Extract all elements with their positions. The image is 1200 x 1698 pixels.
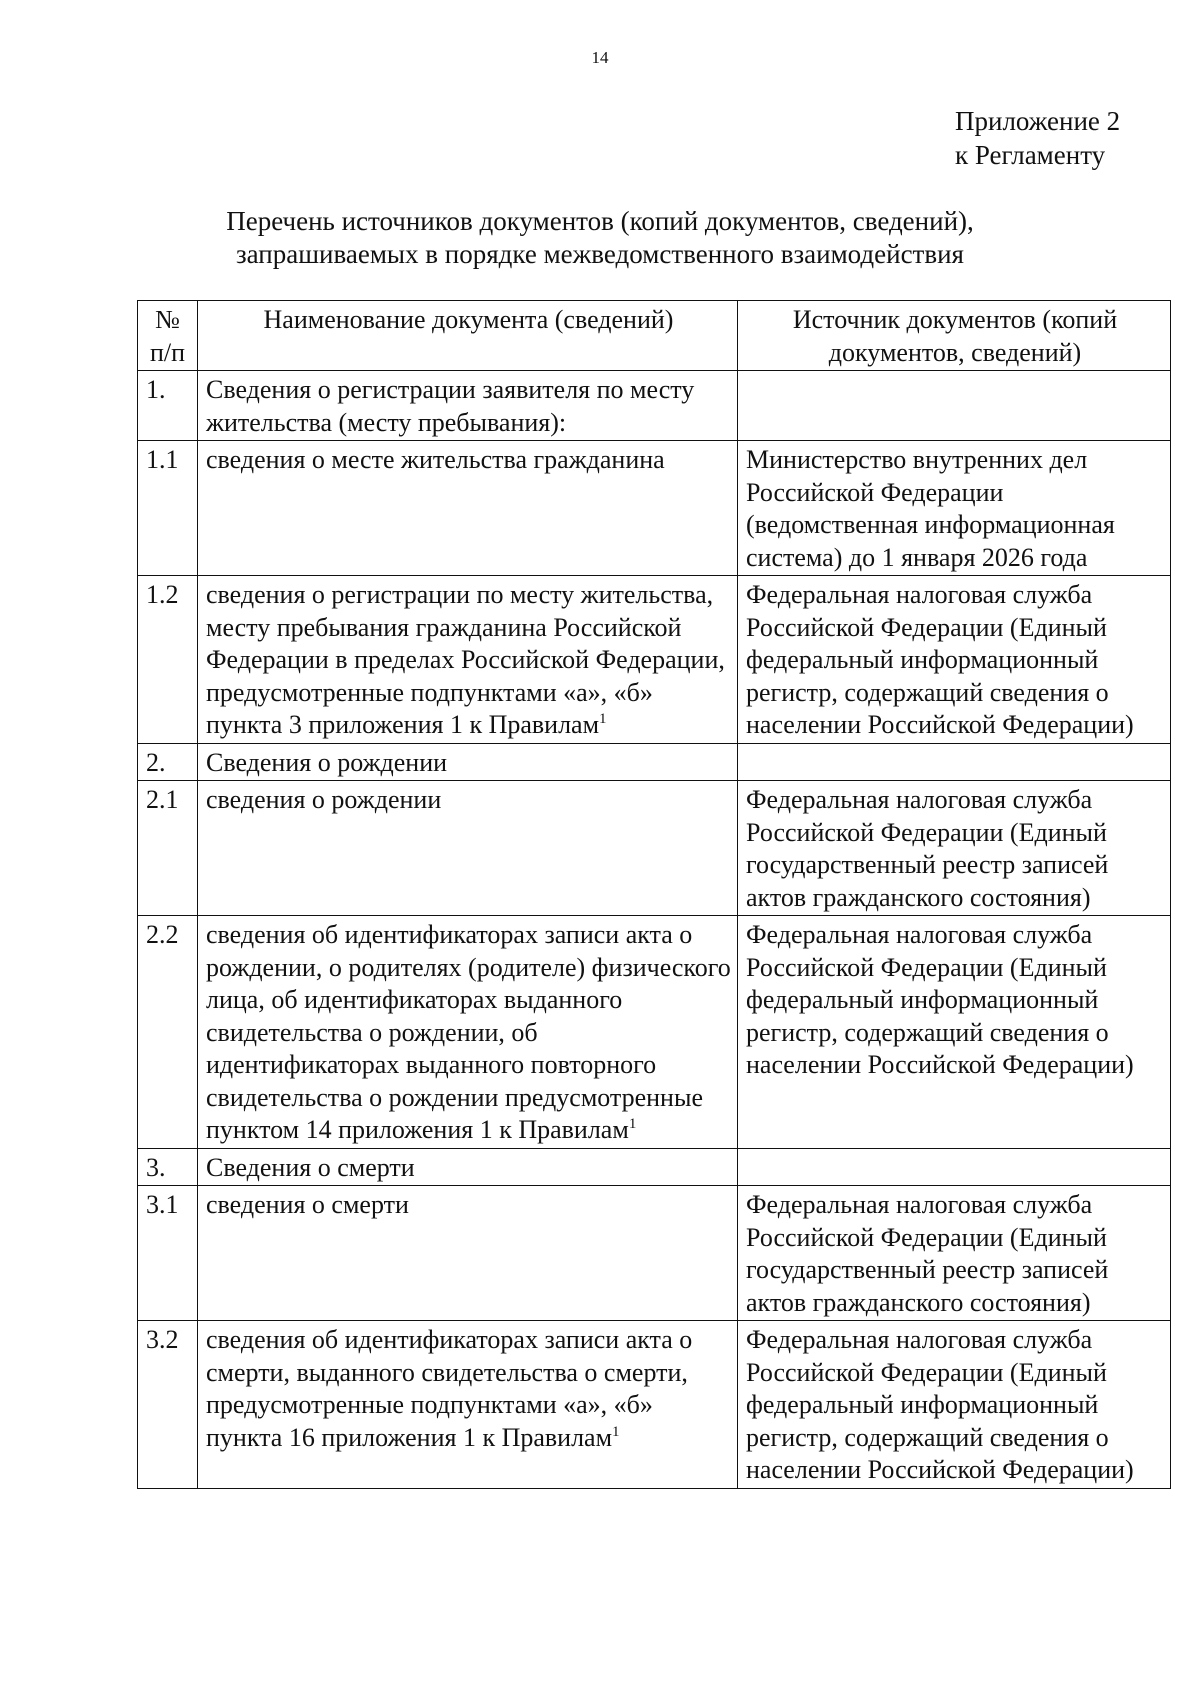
table-row [138, 781, 1171, 916]
document-title-line-2: запрашиваемых в порядке межведомственного взаимодействия [236, 239, 964, 269]
table-row [138, 576, 1171, 744]
footnote-marker: 1 [612, 1423, 620, 1440]
table-row [138, 1186, 1171, 1321]
row-number: 2.2 [138, 916, 198, 1149]
row-number: 1. [138, 371, 198, 441]
column-header-number [138, 301, 198, 371]
appendix-reference [955, 104, 1120, 172]
row-number: 1.1 [138, 441, 198, 576]
column-header-source: Источник документов (копий документов, сведений) [738, 301, 1171, 371]
document-title-line-1: Перечень источников документов (копий документов, сведений), [226, 206, 974, 236]
appendix-line-1: Приложение 2 [955, 106, 1121, 136]
document-name-cell [198, 743, 738, 781]
row-number: 3. [138, 1148, 198, 1186]
document-name-cell [198, 441, 738, 576]
column-header-name: Наименование документа (сведений) [198, 301, 738, 371]
column-header-number-line-1: № [155, 305, 180, 334]
document-name-cell [198, 916, 738, 1149]
document-name-text: сведения о регистрации по месту жительства, месту пребывания гражданина Российской Федерации в пределах Российской Федерации, предусмотренные подпунктами «а», «б» пункта 3 приложения 1 к Правилам [206, 580, 725, 739]
table-row [138, 441, 1171, 576]
document-source-cell: Федеральная налоговая служба Российской Федерации (Единый федеральный информационный регистр, содержащий сведения о населении Российской Федерации) [738, 1321, 1171, 1489]
document-name-cell [198, 1186, 738, 1321]
document-source-cell: Федеральная налоговая служба Российской Федерации (Единый федеральный информационный регистр, содержащий сведения о населении Российской Федерации) [738, 916, 1171, 1149]
document-name-text: сведения об идентификаторах записи акта о рождении, о родителях (родителе) физического лица, об идентификаторах выданного свидетельства о рождении, об идентификаторах выданного повторного свидетельства о рождении предусмотренные пунктом 14 приложения 1 к Правилам [206, 920, 731, 1144]
column-header-number-line-2: п/п [149, 337, 186, 367]
table-row [138, 1148, 1171, 1186]
document-source-cell [738, 371, 1171, 441]
document-source-cell: Министерство внутренних дел Российской Федерации (ведомственная информационная система) до 1 января 2026 года [738, 441, 1171, 576]
document-name-cell [198, 781, 738, 916]
document-source-cell: Федеральная налоговая служба Российской Федерации (Единый федеральный информационный регистр, содержащий сведения о населении Российской Федерации) [738, 576, 1171, 744]
document-name-text: сведения о месте жительства гражданина [206, 445, 665, 474]
row-number: 1.2 [138, 576, 198, 744]
row-number: 3.1 [138, 1186, 198, 1321]
document-name-text: Сведения о смерти [206, 1152, 415, 1182]
document-source-cell: Федеральная налоговая служба Российской Федерации (Единый государственный реестр записей актов гражданского состояния) [738, 1186, 1171, 1321]
document-source-cell [738, 1148, 1171, 1186]
table-row [138, 1321, 1171, 1489]
document-title [0, 205, 1200, 271]
table-row [138, 916, 1171, 1149]
document-name-text: сведения об идентификаторах записи акта о смерти, выданного свидетельства о смерти, предусмотренные подпунктами «а», «б» пункта 16 приложения 1 к Правилам [206, 1325, 693, 1452]
row-number: 2. [138, 743, 198, 781]
table-header-row [138, 301, 1171, 371]
document-name-cell [198, 371, 738, 441]
footnote-marker: 1 [628, 1116, 637, 1132]
document-name-cell [198, 1148, 738, 1186]
document-name-cell [198, 576, 738, 744]
document-name-text: сведения о смерти [206, 1190, 409, 1219]
row-number: 3.2 [138, 1321, 198, 1489]
document-name-text: Сведения о рождении [206, 747, 448, 777]
document-source-cell: Федеральная налоговая служба Российской Федерации (Единый государственный реестр записей актов гражданского состояния) [738, 781, 1171, 916]
sources-table [137, 300, 1171, 1489]
appendix-line-2: к Регламенту [955, 140, 1106, 170]
document-name-cell [198, 1321, 738, 1489]
table-row [138, 743, 1171, 781]
page-number: 14 [591, 48, 609, 67]
footnote-marker: 1 [599, 711, 607, 727]
document-name-text: сведения о рождении [206, 785, 442, 814]
table-body [138, 371, 1171, 1489]
table-row [138, 371, 1171, 441]
document-name-text: Сведения о регистрации заявителя по месту жительства (месту пребывания): [206, 375, 695, 437]
row-number: 2.1 [138, 781, 198, 916]
document-source-cell [738, 743, 1171, 781]
